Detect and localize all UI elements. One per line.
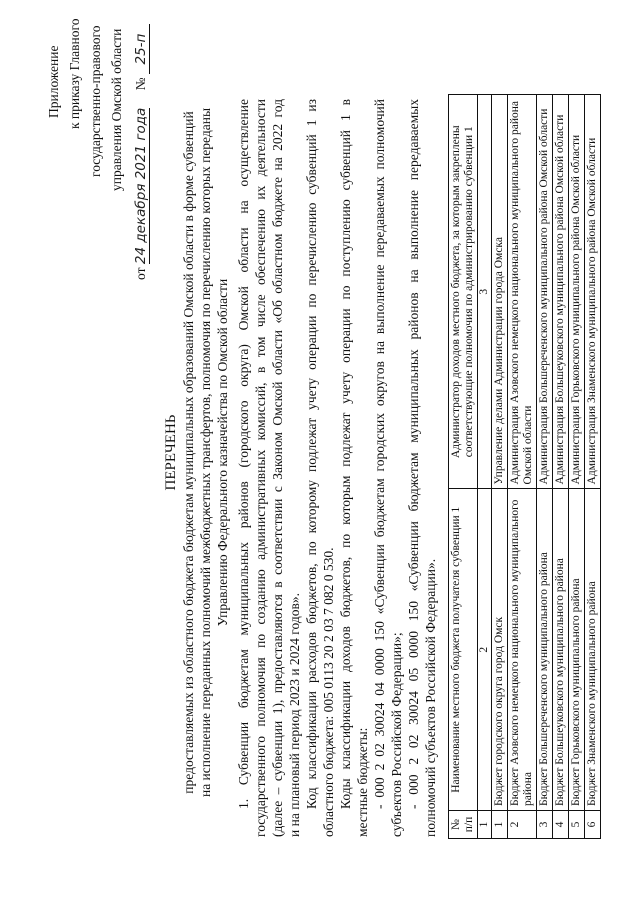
row-num: 5 [569, 811, 585, 839]
handwritten-number: 25-п [133, 24, 150, 74]
recipients-table [448, 94, 601, 839]
row-num: 4 [553, 811, 569, 839]
page-title: ПЕРЕЧЕНЬ [163, 414, 179, 491]
paragraph-4-line-2: субъектов Российской Федерации»; [389, 632, 404, 837]
table-row [585, 95, 601, 839]
table-row [492, 95, 508, 839]
paragraph-1-line-1: 1. Субвенции бюджетам муниципальных районов (городского округа) Омской области на осуществление [236, 99, 251, 809]
heading-line-1: предоставляемых из областного бюджета бюджетам муниципальных образований Омской области в форме субвенций [181, 111, 196, 794]
table-header-row [449, 95, 478, 839]
row-recipient: Бюджет городского округа город Омск [492, 489, 508, 811]
table-row [537, 95, 553, 839]
table-column-numbers-row [478, 95, 492, 839]
appendix-line-1: Приложение [46, 45, 61, 118]
date-prefix: от [133, 267, 148, 280]
row-num: 3 [537, 811, 553, 839]
paragraph-3-line-2: местные бюджеты: [355, 727, 370, 837]
header-recipient: Наименование местного бюджета получателя субвенции 1 [449, 489, 478, 811]
paragraph-4-line-1: - 000 2 02 30024 04 0000 150 «Субвенции бюджетам городских округов на выполнение передаваемых полномочий [372, 99, 387, 809]
heading-line-2: на исполнение переданных полномочий межбюджетных трансфертов, полномочия по перечислению которых переданы [198, 107, 213, 798]
row-admin: Администрация Большереченского муниципального района Омской области [537, 95, 553, 489]
table-row [553, 95, 569, 839]
row-recipient: Бюджет Большереченского муниципального района [537, 489, 553, 811]
table-row [569, 95, 585, 839]
paragraph-1-line-2: государственного полномочия по созданию административных комиссий, в том числе обеспечению их деятельности [253, 99, 268, 837]
col-number: 3 [478, 95, 492, 489]
appendix-line-3: государственно-правового [88, 25, 103, 177]
appendix-line-4: управления Омской области [109, 28, 124, 191]
row-recipient: Бюджет Азовского немецкого национального муниципального района [508, 489, 537, 811]
paragraph-3-line-1: Коды классификации доходов бюджетов, по которым подлежат учету операции по поступлению субвенций 1 в [338, 99, 353, 809]
appendix-date-line [133, 24, 150, 280]
heading-line-3: Управлению Федерального казначейства по Омской области [215, 278, 230, 627]
col-number: 1 [478, 811, 492, 839]
header-admin: Администратор доходов местного бюджета, за которым закреплены соответствующие полномочия по администрированию субвенции 1 [449, 95, 478, 489]
row-recipient: Бюджет Горьковского муниципального района [569, 489, 585, 811]
row-num: 1 [492, 811, 508, 839]
row-num: 2 [508, 811, 537, 839]
handwritten-date: 24 декабря 2021 года [133, 107, 149, 265]
row-num: 6 [585, 811, 601, 839]
header-num: № п/п [449, 811, 478, 839]
paragraph-1-line-4: и на плановый период 2023 и 2024 годов». [287, 593, 302, 837]
number-prefix: № [133, 77, 148, 91]
row-admin: Администрация Горьковского муниципального района Омской области [569, 95, 585, 489]
row-admin: Управление делами Администрации города Омска [492, 95, 508, 489]
appendix-line-2: к приказу Главного [67, 18, 82, 129]
paragraph-2-line-1: Код классификации расходов бюджетов, по которому подлежат учету операции по перечислению субвенций 1 из [304, 99, 319, 809]
paragraph-1-line-3: (далее – субвенции 1), предоставляются в соответствии с Законом Омской области «Об областном бюджете на 2022 год [270, 99, 285, 837]
row-recipient: Бюджет Знаменского муниципального района [585, 489, 601, 811]
table-row [508, 95, 537, 839]
paragraph-2-line-2: областного бюджета: 005 0113 20 2 03 7 082 0 530. [321, 547, 336, 837]
row-admin: Администрация Знаменского муниципального района Омской области [585, 95, 601, 489]
row-admin: Администрация Азовского немецкого национального муниципального района Омской области [508, 95, 537, 489]
row-admin: Администрация Большеуковского муниципального района Омской области [553, 95, 569, 489]
col-number: 2 [478, 489, 492, 811]
paragraph-5-line-1: - 000 2 02 30024 05 0000 150 «Субвенции бюджетам муниципальных районов на выполнение передаваемых [406, 99, 421, 809]
row-recipient: Бюджет Большеуковского муниципального района [553, 489, 569, 811]
paragraph-5-line-2: полномочий субъектов Российской Федерации». [423, 558, 438, 837]
